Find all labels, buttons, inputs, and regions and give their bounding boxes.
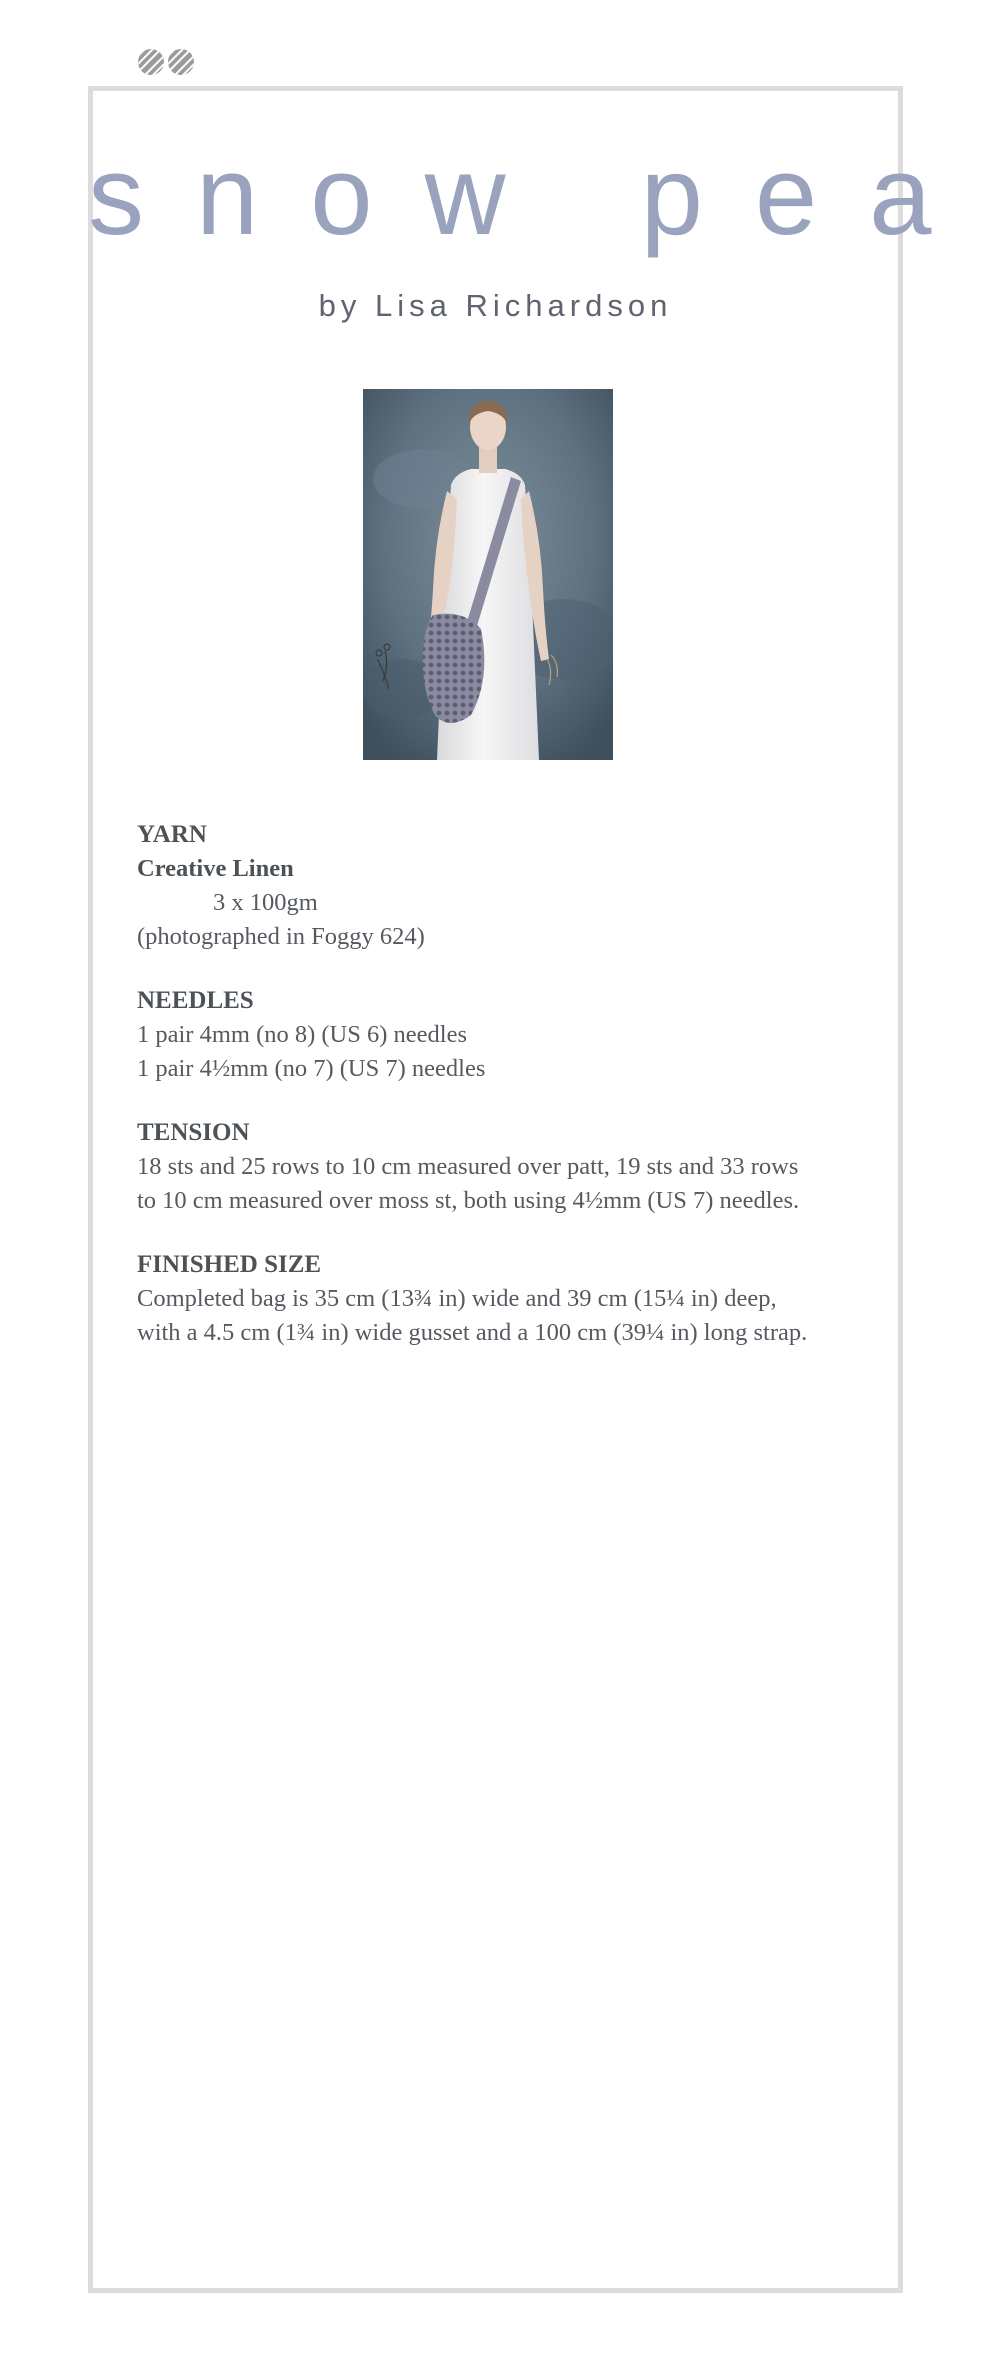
pattern-details (137, 818, 877, 1380)
needles-item: 1 pair 4½mm (no 7) (US 7) needles (137, 1055, 486, 1082)
tension-line: 18 sts and 25 rows to 10 cm measured over patt, 19 sts and 33 rows (137, 1153, 799, 1180)
designer-byline: by Lisa Richardson (318, 288, 673, 323)
finished-size-line: Completed bag is 35 cm (13¾ in) wide and 39 cm (15¼ in) deep, (137, 1285, 777, 1312)
finished-size-section (137, 1248, 877, 1350)
needles-item: 1 pair 4mm (no 8) (US 6) needles (137, 1021, 467, 1048)
product-photo (363, 389, 613, 760)
pattern-title: snow pea (88, 133, 984, 258)
tension-heading: TENSION (137, 1119, 250, 1146)
yarn-heading: YARN (137, 821, 207, 848)
finished-size-line: with a 4.5 cm (1¾ in) wide gusset and a 100 cm (39¼ in) long strap. (137, 1319, 808, 1346)
needles-heading: NEEDLES (137, 987, 254, 1014)
needles-section (137, 984, 877, 1086)
tension-line: to 10 cm measured over moss st, both using 4½mm (US 7) needles. (137, 1187, 800, 1214)
yarn-note: (photographed in Foggy 624) (137, 923, 425, 950)
yarn-section (137, 818, 877, 954)
finished-size-heading: FINISHED SIZE (137, 1251, 322, 1278)
yarn-quantity: 3 x 100gm (213, 889, 318, 916)
tension-section (137, 1116, 877, 1218)
yarn-balls-logo-icon (136, 46, 200, 78)
yarn-name: Creative Linen (137, 855, 294, 882)
